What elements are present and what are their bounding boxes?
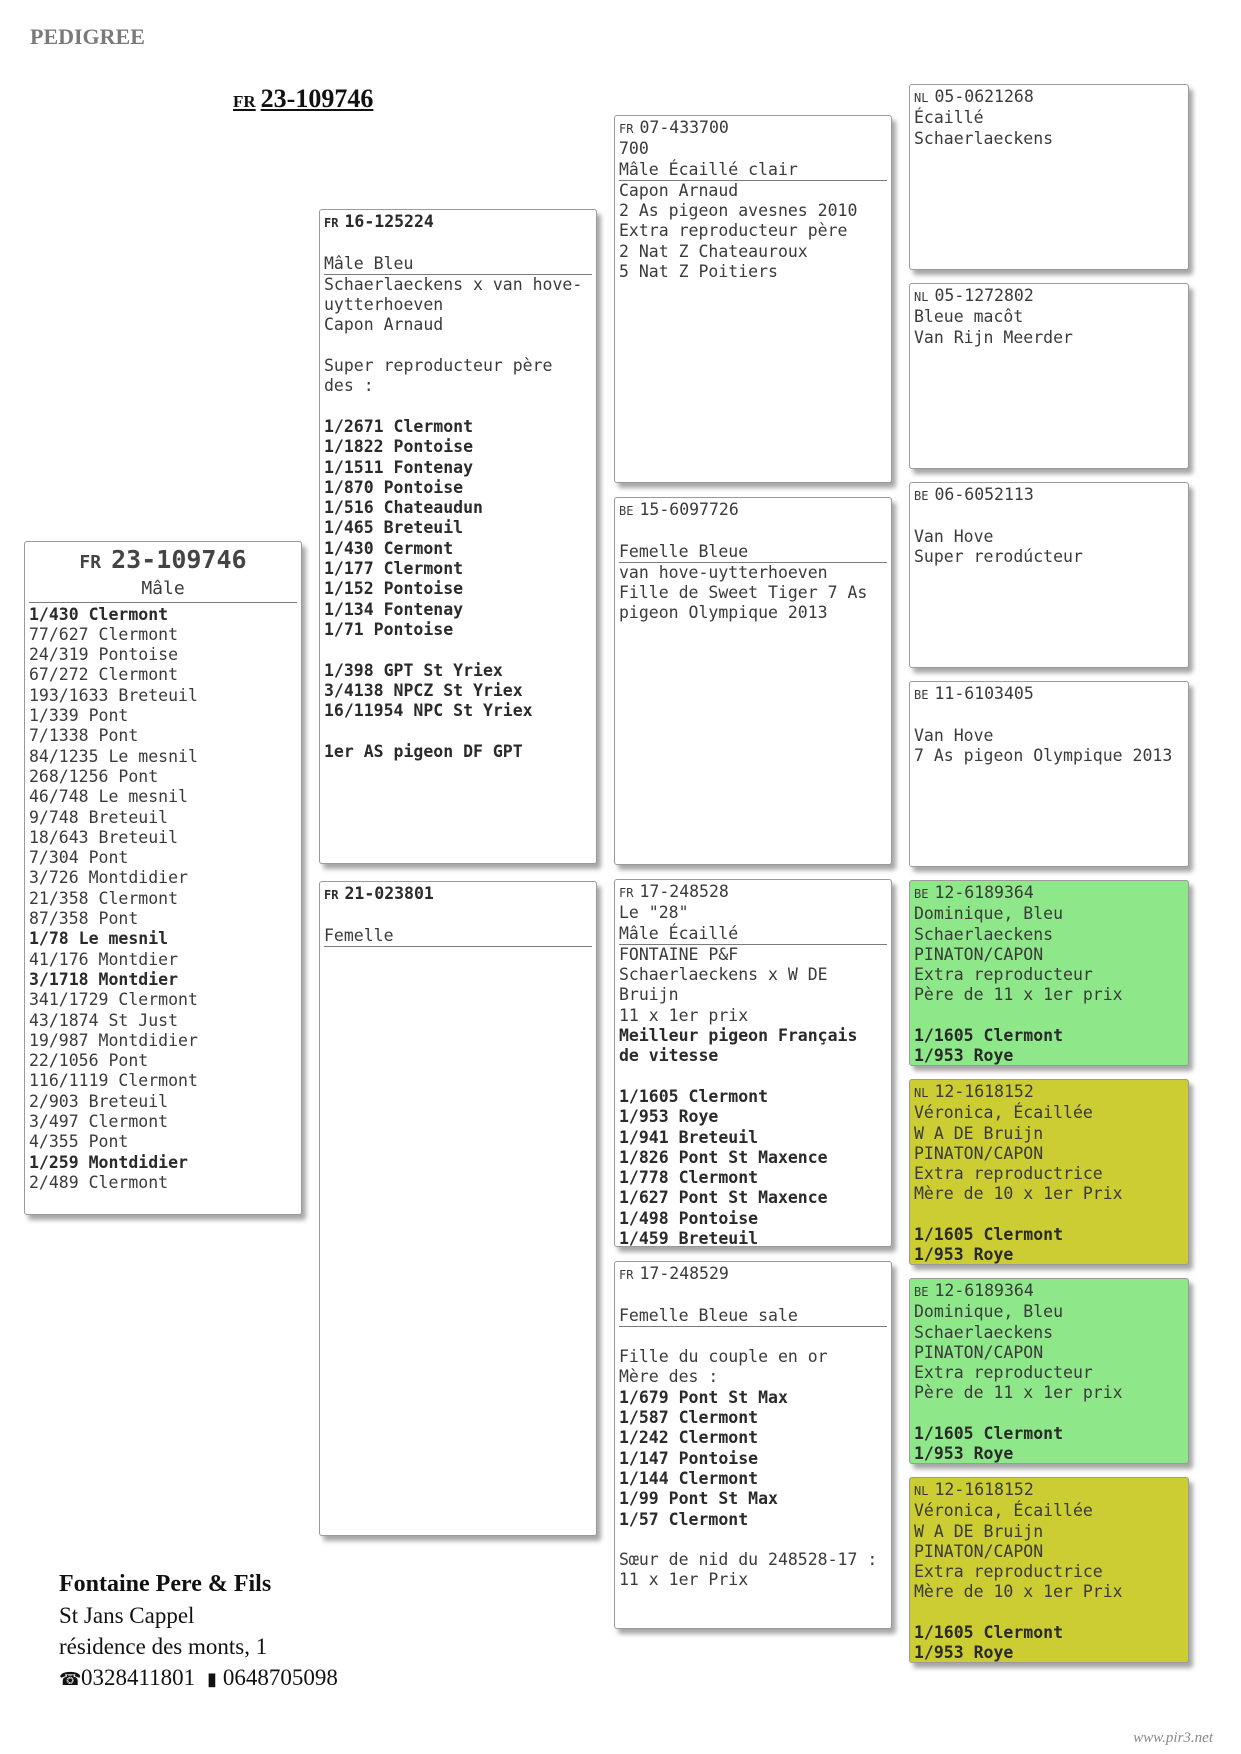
card-line: 1/1605 Clermont xyxy=(914,1424,1064,1444)
subject-result-line: 67/272 Clermont xyxy=(29,665,179,685)
dam-sire-dam-card[interactable] xyxy=(909,1079,1189,1265)
card-line: Bleue macôt xyxy=(914,307,1024,327)
card-line: 1/778 Clermont xyxy=(619,1168,759,1188)
breeder-city: St Jans Cappel xyxy=(59,1603,195,1628)
ring-value: 15-6097726 xyxy=(639,500,739,519)
subject-card[interactable] xyxy=(24,541,302,1215)
ring-number xyxy=(914,1281,1184,1302)
card-line: Capon Arnaud xyxy=(324,315,444,335)
card-line xyxy=(619,1067,887,1087)
card-line xyxy=(324,905,592,925)
card-line: 3/4138 NPCZ St Yriex xyxy=(324,680,523,700)
card-line: Van Hove xyxy=(914,526,994,546)
card-sex-line: Femelle Bleue xyxy=(619,542,887,563)
ring-value: 16-125224 xyxy=(344,212,434,231)
ring-country: NL xyxy=(914,91,929,105)
subject-result-line: 87/358 Pont xyxy=(29,909,139,929)
card-line: PINATON/CAPON xyxy=(914,944,1044,964)
card-sex-line: Mâle Écaillé clair xyxy=(619,160,887,181)
mobile-icon: ▮ xyxy=(206,1669,217,1689)
card-line xyxy=(324,397,592,417)
card-line: Écaillé xyxy=(914,108,984,128)
card-line: Extra reproductrice xyxy=(914,1562,1103,1582)
card-line xyxy=(914,1404,1184,1424)
subject-result-line: 84/1235 Le mesnil xyxy=(29,746,198,766)
subject-result-line: 2/903 Breteuil xyxy=(29,1091,169,1111)
card-line xyxy=(324,233,592,253)
card-line xyxy=(619,1327,887,1347)
card-line: Extra reproducteur xyxy=(914,1363,1093,1383)
card-line: 1/398 GPT St Yriex xyxy=(324,660,503,680)
dam-sire-sire-card[interactable] xyxy=(909,880,1189,1066)
ring-number xyxy=(914,883,1184,904)
ring-country: FR xyxy=(619,1268,634,1282)
subject-result-line: 116/1119 Clermont xyxy=(29,1071,198,1091)
subject-result-line: 4/355 Pont xyxy=(29,1132,129,1152)
ring-number xyxy=(914,286,1184,307)
subject-result-line: 1/259 Montdidier xyxy=(29,1152,188,1172)
ring-number xyxy=(619,500,887,521)
breeder-info xyxy=(59,1569,338,1695)
top-ring-value: 23-109746 xyxy=(260,84,374,113)
card-line: Bruijn xyxy=(619,985,679,1005)
card-line: 1/1605 Clermont xyxy=(619,1086,769,1106)
ring-value: 17-248529 xyxy=(639,1264,729,1283)
card-line xyxy=(914,506,1184,526)
ring-value: 05-0621268 xyxy=(934,87,1034,106)
ring-value: 12-6189364 xyxy=(934,1281,1034,1300)
breeder-address: résidence des monts, 1 xyxy=(59,1634,268,1659)
ring-number xyxy=(914,684,1184,705)
card-line: Père de 11 x 1er prix xyxy=(914,1383,1123,1403)
subject-ring-country: FR xyxy=(79,552,102,573)
card-line: des : xyxy=(324,376,374,396)
card-line xyxy=(914,1006,1184,1026)
subject-result-line: 3/497 Clermont xyxy=(29,1112,169,1132)
card-line: 1/679 Pont St Max xyxy=(619,1387,788,1407)
card-line: Van Hove xyxy=(914,725,994,745)
subject-result-line: 24/319 Pontoise xyxy=(29,645,179,665)
card-line: Mère des : xyxy=(619,1367,719,1387)
card-line: 11 x 1er Prix xyxy=(619,1570,749,1590)
dam-dam-sire-card[interactable] xyxy=(909,1278,1189,1464)
subject-result-line: 3/1718 Montdier xyxy=(29,969,179,989)
ring-number xyxy=(914,87,1184,108)
card-line: Le "28" xyxy=(619,903,689,923)
card-line: 1/953 Roye xyxy=(619,1107,719,1127)
card-line: 5 Nat Z Poitiers xyxy=(619,262,778,282)
sire-sire-sire-card[interactable] xyxy=(909,84,1189,270)
card-sex-line: Femelle Bleue sale xyxy=(619,1306,887,1327)
card-sex-line: Femelle xyxy=(324,926,592,947)
card-line: 1er AS pigeon DF GPT xyxy=(324,741,523,761)
card-line: 1/498 Pontoise xyxy=(619,1208,759,1228)
card-line: 1/587 Clermont xyxy=(619,1408,759,1428)
sire-dam-sire-card[interactable] xyxy=(909,482,1189,668)
card-line: 1/953 Roye xyxy=(914,1643,1014,1663)
card-line xyxy=(324,336,592,356)
card-line: Schaerlaeckens xyxy=(914,924,1054,944)
card-line: 700 xyxy=(619,139,649,159)
subject-result-line: 22/1056 Pont xyxy=(29,1051,149,1071)
card-line: 1/430 Cermont xyxy=(324,538,454,558)
card-line xyxy=(619,1530,887,1550)
card-line: 1/57 Clermont xyxy=(619,1509,749,1529)
card-line: 2 As pigeon avesnes 2010 xyxy=(619,201,858,221)
subject-ring-number: 23-109746 xyxy=(111,545,247,574)
card-line: 1/1822 Pontoise xyxy=(324,437,474,457)
card-line: 1/465 Breteuil xyxy=(324,518,464,538)
ring-country: FR xyxy=(619,122,634,136)
ring-number xyxy=(619,118,887,139)
card-line: de vitesse xyxy=(619,1046,719,1066)
card-line: 1/870 Pontoise xyxy=(324,477,464,497)
card-line: Schaerlaeckens xyxy=(914,1322,1054,1342)
card-line: Fille de Sweet Tiger 7 As xyxy=(619,583,868,603)
card-line: pigeon Olympique 2013 xyxy=(619,603,828,623)
card-line: Super rerodúcteur xyxy=(914,546,1083,566)
ring-country: NL xyxy=(914,290,929,304)
ring-country: FR xyxy=(324,216,339,230)
subject-result-line: 1/430 Clermont xyxy=(29,604,169,624)
ring-value: 12-1618152 xyxy=(934,1480,1034,1499)
subject-result-line: 3/726 Montdidier xyxy=(29,868,188,888)
dam-dam-dam-card[interactable] xyxy=(909,1477,1189,1663)
ring-country: BE xyxy=(914,688,929,702)
subject-result-line: 19/987 Montdidier xyxy=(29,1030,198,1050)
card-line: Mère de 10 x 1er Prix xyxy=(914,1184,1123,1204)
card-line: Sœur de nid du 248528-17 : xyxy=(619,1550,878,1570)
subject-result-line: 193/1633 Breteuil xyxy=(29,685,198,705)
card-line: 1/152 Pontoise xyxy=(324,579,464,599)
ring-value: 05-1272802 xyxy=(934,286,1034,305)
card-line: Dominique, Bleu xyxy=(914,904,1064,924)
ring-country: BE xyxy=(914,1285,929,1299)
card-line: Capon Arnaud xyxy=(619,180,739,200)
subject-result-line: 21/358 Clermont xyxy=(29,888,179,908)
card-sex-line: Mâle Bleu xyxy=(324,254,592,275)
card-line: Extra reproductrice xyxy=(914,1164,1103,1184)
card-line: van hove-uytterhoeven xyxy=(619,562,828,582)
card-line: Fille du couple en or xyxy=(619,1347,828,1367)
card-line: 1/1511 Fontenay xyxy=(324,457,474,477)
card-line xyxy=(914,1205,1184,1225)
sire-sire-card[interactable] xyxy=(614,115,892,483)
card-sex-line: Mâle Écaillé xyxy=(619,924,887,945)
subject-sex: Mâle xyxy=(141,578,185,600)
card-line: 7 As pigeon Olympique 2013 xyxy=(914,745,1173,765)
card-line: Schaerlaeckens xyxy=(914,128,1054,148)
ring-number xyxy=(619,882,887,903)
card-line xyxy=(324,640,592,660)
card-line: Extra reproducteur xyxy=(914,965,1093,985)
subject-result-line: 1/339 Pont xyxy=(29,706,129,726)
card-line xyxy=(619,1285,887,1305)
ring-country: FR xyxy=(324,888,339,902)
subject-divider xyxy=(29,602,297,603)
card-line: 1/627 Pont St Maxence xyxy=(619,1188,828,1208)
card-line: 1/516 Chateaudun xyxy=(324,498,483,518)
ring-value: 06-6052113 xyxy=(934,485,1034,504)
card-line: Super reproducteur père xyxy=(324,356,553,376)
ring-number xyxy=(914,1082,1184,1103)
top-ring-country: FR xyxy=(233,92,256,111)
subject-result-line: 2/489 Clermont xyxy=(29,1172,169,1192)
subject-result-line: 1/78 Le mesnil xyxy=(29,929,169,949)
card-line: PINATON/CAPON xyxy=(914,1143,1044,1163)
card-line: Schaerlaeckens x van hove- xyxy=(324,274,583,294)
card-line: 1/177 Clermont xyxy=(324,559,464,579)
card-line: 1/99 Pont St Max xyxy=(619,1489,778,1509)
ring-value: 12-6189364 xyxy=(934,883,1034,902)
card-line: 1/144 Clermont xyxy=(619,1468,759,1488)
card-line: 1/2671 Clermont xyxy=(324,416,474,436)
card-line: 1/941 Breteuil xyxy=(619,1127,759,1147)
ring-country: NL xyxy=(914,1086,929,1100)
card-line: Meilleur pigeon Français xyxy=(619,1026,858,1046)
ring-number xyxy=(619,1264,887,1285)
card-line xyxy=(914,705,1184,725)
card-line: 1/1605 Clermont xyxy=(914,1026,1064,1046)
card-line: Extra reproducteur père xyxy=(619,221,848,241)
sire-dam-dam-card[interactable] xyxy=(909,681,1189,867)
subject-result-line: 46/748 Le mesnil xyxy=(29,787,188,807)
ring-value: 21-023801 xyxy=(344,884,434,903)
dam-card[interactable] xyxy=(319,881,597,1536)
card-line: 1/147 Pontoise xyxy=(619,1448,759,1468)
card-line: 1/953 Roye xyxy=(914,1444,1014,1464)
ring-number xyxy=(914,1480,1184,1501)
card-line xyxy=(619,521,887,541)
subject-result-line: 268/1256 Pont xyxy=(29,766,159,786)
subject-results xyxy=(29,605,297,1194)
ring-country: FR xyxy=(619,886,634,900)
ring-value: 12-1618152 xyxy=(934,1082,1034,1101)
subject-result-line: 7/1338 Pont xyxy=(29,726,139,746)
card-line: FONTAINE P&F xyxy=(619,944,739,964)
subject-result-line: 9/748 Breteuil xyxy=(29,807,169,827)
subject-result-line: 41/176 Montdier xyxy=(29,949,179,969)
card-line: 1/71 Pontoise xyxy=(324,619,454,639)
card-line: Père de 11 x 1er prix xyxy=(914,985,1123,1005)
card-line: 1/953 Roye xyxy=(914,1245,1014,1265)
card-line: 16/11954 NPC St Yriex xyxy=(324,701,533,721)
card-line: W A DE Bruijn xyxy=(914,1123,1044,1143)
card-line: uytterhoeven xyxy=(324,295,444,315)
ring-country: BE xyxy=(619,504,634,518)
card-line xyxy=(914,1603,1184,1623)
card-line: Véronica, Écaillée xyxy=(914,1103,1093,1123)
card-line: PINATON/CAPON xyxy=(914,1342,1044,1362)
card-line: 1/1605 Clermont xyxy=(914,1225,1064,1245)
ring-number xyxy=(324,212,592,233)
card-line: 1/953 Roye xyxy=(914,1046,1014,1066)
card-line: Schaerlaeckens x W DE xyxy=(619,965,828,985)
subject-result-line: 18/643 Breteuil xyxy=(29,827,179,847)
dam-dam-card[interactable] xyxy=(614,1261,892,1629)
mobile-number: 0648705098 xyxy=(222,1665,338,1690)
ring-country: BE xyxy=(914,887,929,901)
card-line: 1/242 Clermont xyxy=(619,1428,759,1448)
subject-result-line: 43/1874 St Just xyxy=(29,1010,179,1030)
card-line: 1/1605 Clermont xyxy=(914,1623,1064,1643)
dam-sire-card[interactable] xyxy=(614,879,892,1247)
card-line: 1/459 Breteuil xyxy=(619,1229,759,1247)
watermark: www.pir3.net xyxy=(1133,1730,1213,1746)
card-line: Véronica, Écaillée xyxy=(914,1501,1093,1521)
ring-value: 11-6103405 xyxy=(934,684,1034,703)
page-title: PEDIGREE xyxy=(30,24,145,49)
subject-result-line: 341/1729 Clermont xyxy=(29,990,198,1010)
ring-value: 07-433700 xyxy=(639,118,729,137)
card-line xyxy=(324,721,592,741)
ring-country: BE xyxy=(914,489,929,503)
card-line: W A DE Bruijn xyxy=(914,1521,1044,1541)
card-line: 1/134 Fontenay xyxy=(324,599,464,619)
card-line: 1/826 Pont St Maxence xyxy=(619,1147,828,1167)
card-line: Dominique, Bleu xyxy=(914,1302,1064,1322)
sire-dam-card[interactable] xyxy=(614,497,892,865)
breeder-phones xyxy=(59,1662,338,1695)
card-line: Mère de 10 x 1er Prix xyxy=(914,1582,1123,1602)
card-line: Van Rijn Meerder xyxy=(914,327,1073,347)
ring-number xyxy=(914,485,1184,506)
top-ring-number xyxy=(233,84,373,114)
phone-icon: ☎ xyxy=(59,1669,82,1689)
sire-card[interactable] xyxy=(319,209,597,864)
card-line: 11 x 1er prix xyxy=(619,1005,749,1025)
subject-result-line: 77/627 Clermont xyxy=(29,624,179,644)
breeder-name: Fontaine Pere & Fils xyxy=(59,1571,272,1597)
card-line: PINATON/CAPON xyxy=(914,1541,1044,1561)
phone-number: 0328411801 xyxy=(81,1665,196,1690)
subject-ring xyxy=(29,545,297,574)
ring-number xyxy=(324,884,592,905)
ring-country: NL xyxy=(914,1484,929,1498)
subject-result-line: 7/304 Pont xyxy=(29,848,129,868)
ring-value: 17-248528 xyxy=(639,882,729,901)
sire-sire-dam-card[interactable] xyxy=(909,283,1189,469)
card-line: 2 Nat Z Chateauroux xyxy=(619,241,808,261)
